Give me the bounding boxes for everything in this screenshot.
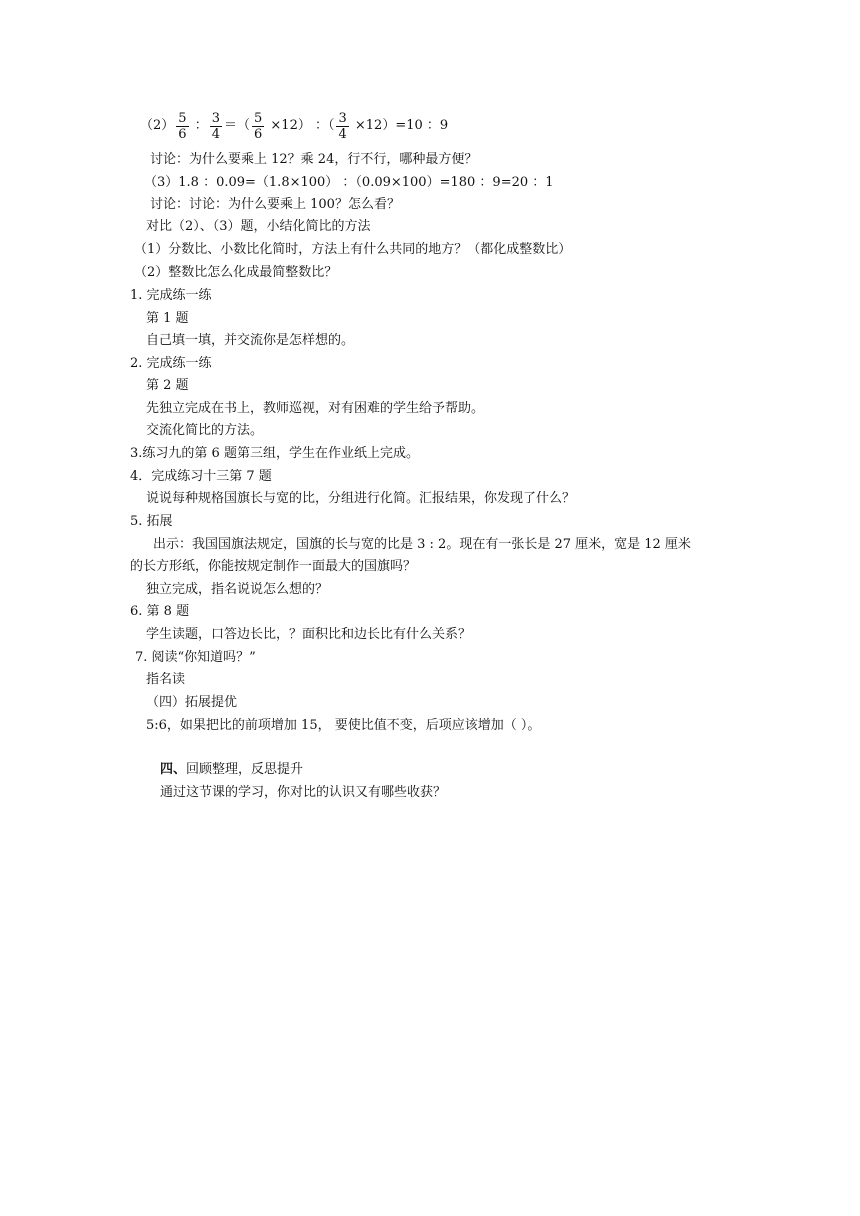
section-4-heading [160,761,303,779]
equation-line-3: （3）1.8 ：0.09=（1.8×100） ：（0.09×100）=180 ：9=20 ：1 [144,175,554,190]
item-4-heading: 4．完成练习十三第 7 题 [130,469,272,484]
item-3: 3.练习九的第 6 题第三组，学生在作业纸上完成。 [130,446,419,461]
question-2: （2）整数比怎么化成最简整数比？ [134,265,338,280]
item-5-text-2: 的长方形纸，你能按规定制作一面最大的国旗吗？ [130,559,417,574]
extension-problem: 5:6，如果把比的前项增加 15， 要使比值不变，后项应该增加（ ）。 [146,718,541,733]
item-7-heading: 7. 阅读“你知道吗？” [135,650,256,665]
fraction-3-4: $\frac{3}{4}$ [211,110,220,142]
item-4-text: 说说每种规格国旗长与宽的比，分组进行化简。汇报结果，你发现了什么？ [146,491,576,506]
extension-heading: （四）拓展提优 [146,695,238,710]
section-4-title: 回顾整理，反思提升 [186,762,304,777]
compare-summary: 对比（2）、（3）题，小结化简比的方法 [146,219,371,234]
fraction-5-6: $\frac{5}{6}$ [178,110,187,142]
item-7-text: 指名读 [146,672,186,687]
item-2-sub: 第 2 题 [146,378,189,393]
fraction-5-6-b: $\frac{5}{6}$ [254,110,263,142]
section-4-text: 通过这节课的学习，你对比的认识又有哪些收获？ [160,785,447,800]
item-6-heading: 6. 第 8 题 [130,604,190,619]
item-5-text-1: 出示：我国国旗法规定，国旗的长与宽的比是 3 : 2。现在有一张长是 27 厘米，宽是 12 厘米 [153,537,691,552]
item-2-text-2: 交流化简比的方法。 [146,423,264,438]
section-4-label: 四、 [160,762,187,777]
item-2-text-1: 先独立完成在书上，教师巡视，对有困难的学生给予帮助。 [146,401,485,416]
discussion-line-1: 讨论：为什么要乘上 12？乘 24，行不行，哪种最方便？ [150,152,478,167]
item-6-text: 学生读题，口答边长比，？面积比和边长比有什么关系？ [146,627,472,642]
discussion-line-2: 讨论：讨论：为什么要乘上 100？怎么看？ [150,197,400,212]
equation-line-2: （2） $\frac{5}{6}$ ： $\frac{3}{4}$ ＝（ $\frac{5}{6}$ ×12） ：（ $\frac{3}{4}$ ×12）=10 ：9 [140,110,449,142]
item-1-text: 自己填一填，并交流你是怎样想的。 [146,333,355,348]
fraction-3-4-b: $\frac{3}{4}$ [338,110,347,142]
eq-prefix: （2） [140,118,175,133]
question-1: （1）分数比、小数比化简时，方法上有什么共同的地方？（都化成整数比） [134,242,572,257]
item-1-heading: 1. 完成练一练 [130,288,212,303]
item-5-text-3: 独立完成，指名说说怎么想的？ [146,582,329,597]
item-2-heading: 2. 完成练一练 [130,356,212,371]
item-1-sub: 第 1 题 [146,311,189,326]
item-5-heading: 5. 拓展 [130,514,173,529]
